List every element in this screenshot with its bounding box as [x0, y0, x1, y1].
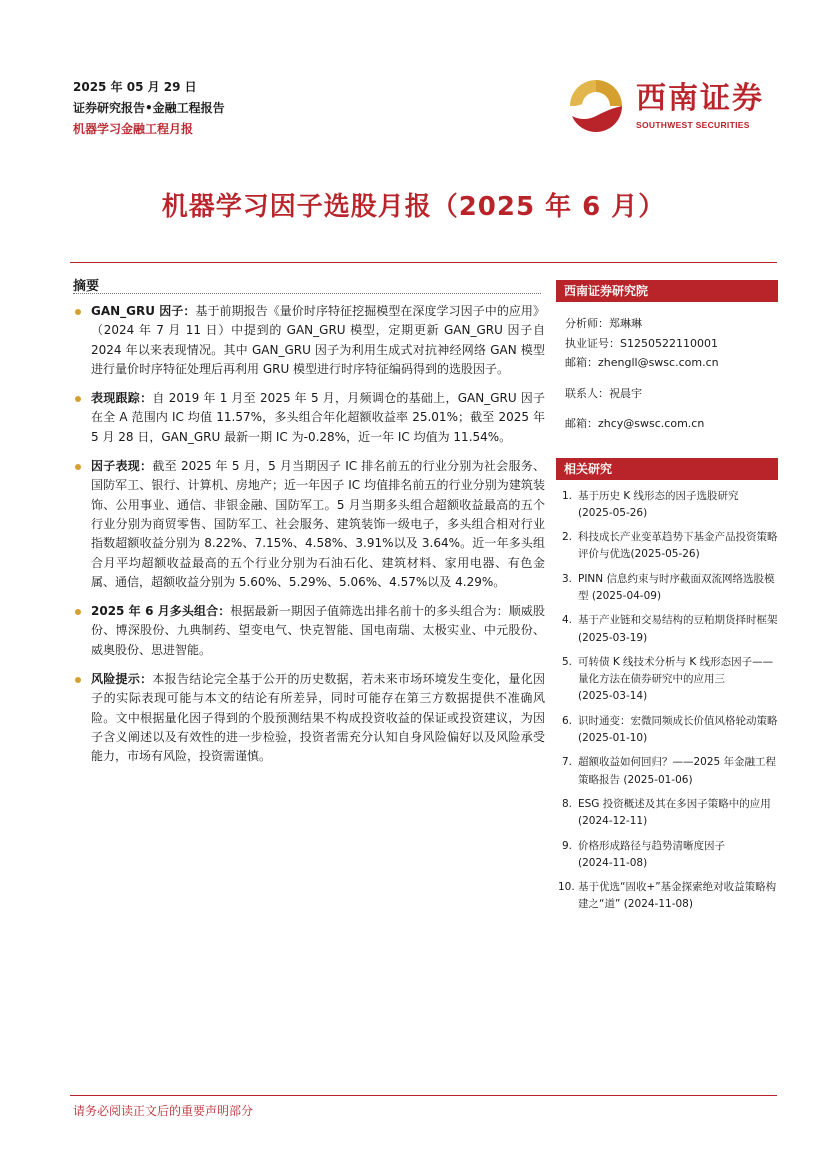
summary-item-text: 本报告结论完全基于公开的历史数据，若未来市场环境发生变化，量化因子的实际表现可能与本文的结论有所差异，同时可能存在第三方数据提供不准确风险。文中根据量化因子得到的个股预测结果不构成投资收益的保证或投资建议，为因子含义阐述以及有效性的进一步检验，投资者需充分认知自身风险偏好以及风险承受能力，市场有风险，投资需谨慎。 — [91, 672, 545, 764]
contact-email-link[interactable]: zhcy@swsc.com.cn — [598, 417, 705, 430]
logo-name-en: SOUTHWEST SECURITIES — [636, 120, 750, 130]
item-title: 超额收益如何回归？——2025 年金融工程策略报告 — [578, 756, 777, 786]
report-type: 证券研究报告•金融工程报告 — [73, 101, 225, 115]
item-number: 6. — [562, 714, 573, 727]
item-title: 基于产业链和交易结构的豆粕期货择时框架 — [578, 614, 778, 627]
summary-list — [75, 302, 545, 777]
item-date: (2024-11-08) — [623, 898, 693, 911]
bullet-dot-icon — [75, 464, 81, 470]
summary-item-text: 基于前期报告《量价时序特征挖掘模型在深度学习因子中的应用》（2024 年 7 月 11 日）中提到的 GAN_GRU 模型，定期更新 GAN_GRU 因子自 2024 年以来表现情况。其中 GAN_GRU 因子为利用生成式对抗神经网络 GAN 模型进行量价时序特征处理后再利用 GRU 模型进行时序特征编码得到的选股因子。 — [91, 304, 545, 376]
item-date: (2025-05-26) — [578, 506, 648, 519]
summary-item — [75, 389, 545, 447]
analyst-email-link[interactable]: zhengll@swsc.com.cn — [598, 356, 719, 369]
contact-label: 联系人： — [565, 386, 609, 400]
related-research-list — [556, 480, 778, 914]
item-number: 2. — [562, 531, 573, 544]
report-date: 2025 年 05 月 29 日 — [73, 80, 197, 94]
summary-item-text: 根据最新一期因子值筛选出排名前十的多头组合为：顺威股份、博深股份、九典制药、望变电气、快克智能、国电南瑞、太极实业、中元股份、威奥股份、思进智能。 — [91, 604, 545, 657]
sidebar — [556, 280, 778, 921]
item-date: (2025-03-14) — [578, 690, 648, 703]
related-research-item[interactable] — [558, 529, 778, 564]
analyst-row — [565, 314, 778, 334]
license-number: S1250522110001 — [620, 336, 718, 350]
analyst-email-row — [565, 353, 778, 373]
summary-item-text: 截至 2025 年 5 月，5 月当期因子 IC 排名前五的行业分别为社会服务、国防军工、银行、计算机、房地产；近一年因子 IC 均值排名前五的行业分别为建筑装饰、公用事业、通信、非银金融、国防军工。5 月当期多头组合超额收益最高的五个行业分别为商贸零售、国防军工、社会服务、建筑装饰一级电子，多头组合相对行业指数超额收益分别为 8.22%、7.15%、4.58%、3.91%以及 3.64%。近一年多头组合月平均超额收益最高的五个行业分别为石油石化、建筑材料、家用电器、有色金属、通信，超额收益分别为 5.60%、5.29%、5.06%、4.57%以及 4.29%。 — [91, 459, 545, 589]
title-divider — [70, 262, 777, 263]
related-research-item[interactable] — [558, 838, 778, 873]
item-title: 价格形成路径与趋势清晰度因子 — [578, 839, 725, 852]
analyst-name: 郑琳琳 — [609, 317, 642, 330]
related-research-item[interactable] — [558, 754, 778, 789]
summary-item-lead: 风险提示： — [91, 672, 153, 687]
related-research-item[interactable] — [558, 654, 778, 706]
summary-item — [75, 457, 545, 592]
item-date: (2025-05-26) — [630, 548, 700, 561]
item-number: 9. — [562, 839, 573, 852]
email-label: 邮箱： — [565, 356, 598, 369]
item-title: 识时通变：宏微同频成长价值风格轮动策略 — [578, 714, 778, 727]
item-number: 8. — [562, 797, 573, 810]
summary-item — [75, 670, 545, 766]
logo-name-cn: 西南证券 — [636, 81, 764, 116]
item-date: (2025-01-06) — [623, 773, 693, 786]
item-number: 4. — [562, 614, 573, 627]
analyst-info — [556, 302, 778, 434]
summary-item-lead: 2025 年 6 月多头组合： — [91, 604, 231, 619]
license-row — [565, 334, 778, 354]
item-number: 1. — [562, 489, 573, 502]
item-title: 科技成长产业变革趋势下基金产品投资策略评价与优选 — [578, 531, 778, 561]
item-date: (2024-11-08) — [578, 856, 648, 869]
summary-item-lead: GAN_GRU 因子： — [91, 304, 196, 318]
disclaimer-note: 请务必阅读正文后的重要声明部分 — [73, 1104, 254, 1118]
related-research-item[interactable] — [558, 879, 778, 914]
summary-item — [75, 602, 545, 660]
related-research-item[interactable] — [558, 612, 778, 647]
related-research-item[interactable] — [558, 713, 778, 748]
item-title: 基于优选“固收+”基金探索绝对收益策略构建之“道” — [578, 881, 777, 911]
bullet-dot-icon — [75, 309, 81, 315]
item-title: ESG 投资概述及其在多因子策略中的应用 — [578, 797, 771, 810]
email-label: 邮箱： — [565, 417, 598, 430]
page-title: 机器学习因子选股月报（2025 年 6 月） — [161, 192, 666, 222]
contact-email-row — [565, 414, 778, 434]
report-header — [73, 77, 225, 140]
summary-divider — [73, 293, 541, 294]
contact-row — [565, 384, 778, 404]
footer-divider — [70, 1095, 777, 1096]
item-number: 10. — [558, 881, 575, 894]
item-date: (2025-01-10) — [578, 732, 648, 745]
summary-item-text: 自 2019 年 1 月至 2025 年 5 月，月频调仓的基础上，GAN_GRU 因子在全 A 范围内 IC 均值 11.57%，多头组合年化超额收益率 25.01%；截至 2025 年 5 月 28 日，GAN_GRU 最新一期 IC 为-0.28%，近一年 IC 均值为 11.54%。 — [91, 391, 545, 444]
institute-heading: 西南证券研究院 — [556, 280, 778, 302]
item-title: 基于历史 K 线形态的因子选股研究 — [578, 489, 739, 502]
item-number: 5. — [562, 655, 573, 668]
logo-emblem-icon — [566, 76, 626, 134]
report-series: 机器学习金融工程月报 — [73, 122, 194, 136]
item-date: (2025-04-09) — [591, 589, 662, 602]
summary-item-lead: 因子表现： — [91, 459, 153, 474]
related-research-item[interactable] — [558, 488, 778, 523]
summary-item-lead: 表现跟踪： — [91, 391, 153, 406]
item-title: 可转债 K 线技术分析与 K 线形态因子——量化方法在债券研究中的应用三 — [578, 655, 774, 686]
related-research-item[interactable] — [558, 571, 778, 606]
item-title: PINN 信息约束与时序截面双流网络选股模型 — [578, 572, 775, 602]
item-number: 7. — [562, 756, 573, 769]
contact-name: 祝晨宇 — [609, 386, 642, 400]
analyst-label: 分析师： — [565, 317, 609, 330]
related-research-heading: 相关研究 — [556, 458, 778, 480]
company-logo — [566, 76, 766, 134]
bullet-dot-icon — [75, 609, 81, 615]
bullet-dot-icon — [75, 677, 81, 683]
license-label: 执业证号： — [565, 336, 620, 350]
item-date: (2024-12-11) — [578, 815, 648, 828]
bullet-dot-icon — [75, 396, 81, 402]
related-research-item[interactable] — [558, 796, 778, 831]
summary-heading: 摘要 — [73, 279, 100, 294]
summary-item — [75, 302, 545, 379]
item-number: 3. — [562, 572, 573, 585]
item-date: (2025-03-19) — [578, 631, 648, 644]
